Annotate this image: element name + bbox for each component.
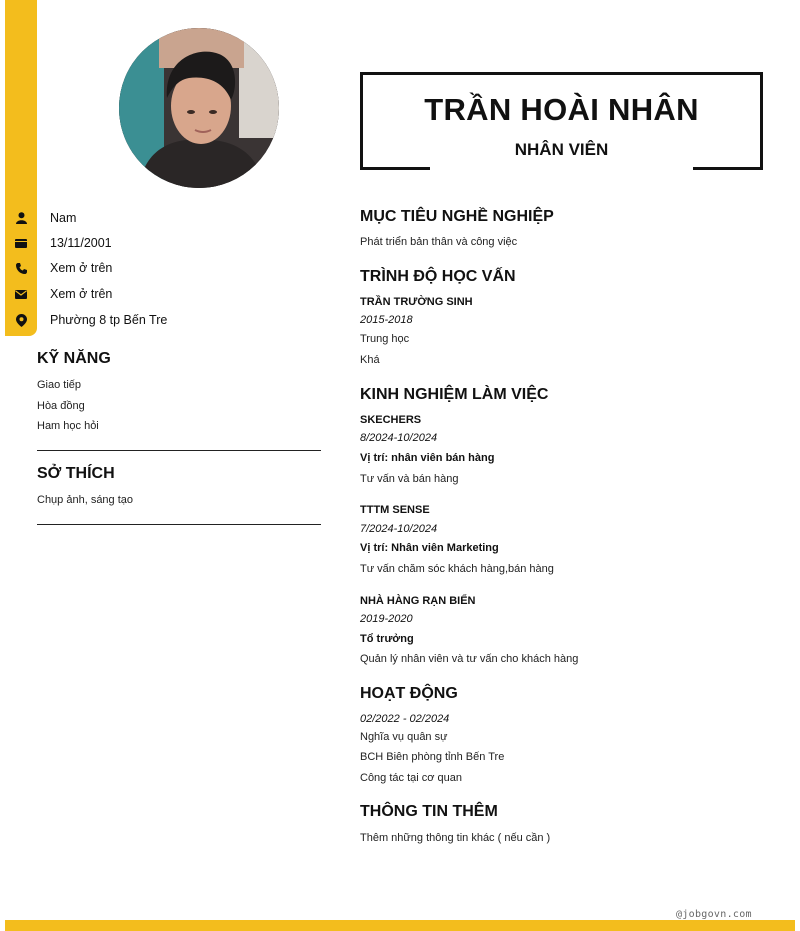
education-level: Trung học [360, 333, 410, 345]
job-period: 7/2024-10/2024 [360, 523, 438, 535]
job-description: Quản lý nhân viên và tư vấn cho khách hàng [360, 653, 579, 665]
location-pin-icon [5, 308, 37, 332]
person-icon [5, 206, 37, 230]
contact-text: Xem ở trên [50, 287, 113, 301]
education-heading: TRÌNH ĐỘ HỌC VẤN [360, 268, 516, 285]
email-icon [5, 282, 37, 306]
watermark: @jobgovn.com [676, 909, 752, 920]
activities-heading: HOẠT ĐỘNG [360, 685, 458, 702]
activity-item: BCH Biên phòng tỉnh Bến Tre [360, 751, 505, 763]
education-grade: Khá [360, 354, 380, 366]
contact-gender [5, 206, 325, 230]
divider [37, 450, 321, 451]
job-company: NHÀ HÀNG RẠN BIỂN [360, 595, 476, 607]
calendar-icon [5, 231, 37, 255]
job-company: SKECHERS [360, 414, 422, 426]
job-description: Tư vấn và bán hàng [360, 473, 459, 485]
contact-text: Xem ở trên [50, 261, 113, 275]
skills-heading: KỸ NĂNG [37, 350, 111, 367]
job-position: Vị trí: Nhân viên Marketing [360, 542, 499, 554]
contact-text: 13/11/2001 [50, 236, 112, 250]
hobbies-heading: SỞ THÍCH [37, 465, 115, 482]
phone-icon [5, 256, 37, 280]
contact-address [5, 308, 325, 332]
activity-item: Công tác tại cơ quan [360, 772, 462, 784]
hobbies-text: Chụp ảnh, sáng tạo [37, 494, 134, 506]
activity-item: Nghĩa vụ quân sự [360, 731, 448, 743]
extra-info-text: Thêm những thông tin khác ( nếu cần ) [360, 832, 551, 844]
contact-text: Nam [50, 211, 77, 225]
contact-birthday [5, 231, 325, 255]
skill-item: Hòa đồng [37, 400, 85, 412]
skill-item: Ham học hỏi [37, 420, 99, 432]
activities-period: 02/2022 - 02/2024 [360, 713, 450, 725]
job-period: 8/2024-10/2024 [360, 432, 438, 444]
contact-phone [5, 256, 325, 280]
education-period: 2015-2018 [360, 314, 413, 326]
job-company: TTTM SENSE [360, 504, 430, 516]
avatar [119, 28, 279, 188]
name-frame-edge [693, 167, 763, 170]
divider [37, 524, 321, 525]
job-position: Tổ trưởng [360, 633, 414, 645]
job-description: Tư vấn chăm sóc khách hàng,bán hàng [360, 563, 554, 575]
job-period: 2019-2020 [360, 613, 413, 625]
full-name: TRẦN HOÀI NHÂN [424, 92, 699, 127]
objective-text: Phát triển bản thân và công việc [360, 236, 518, 248]
job-title: NHÂN VIÊN [514, 140, 609, 159]
experience-heading: KINH NGHIỆM LÀM VIỆC [360, 386, 549, 403]
contact-text: Phường 8 tp Bến Tre [50, 313, 168, 327]
extra-info-heading: THÔNG TIN THÊM [360, 803, 498, 820]
school-name: TRẦN TRƯỜNG SINH [360, 296, 473, 308]
objective-heading: MỤC TIÊU NGHỀ NGHIỆP [360, 208, 554, 225]
skill-item: Giao tiếp [37, 379, 82, 391]
contact-email [5, 282, 325, 306]
name-frame-edge [360, 167, 430, 170]
footer-accent-bar [5, 920, 795, 931]
job-position: Vị trí: nhân viên bán hàng [360, 452, 495, 464]
